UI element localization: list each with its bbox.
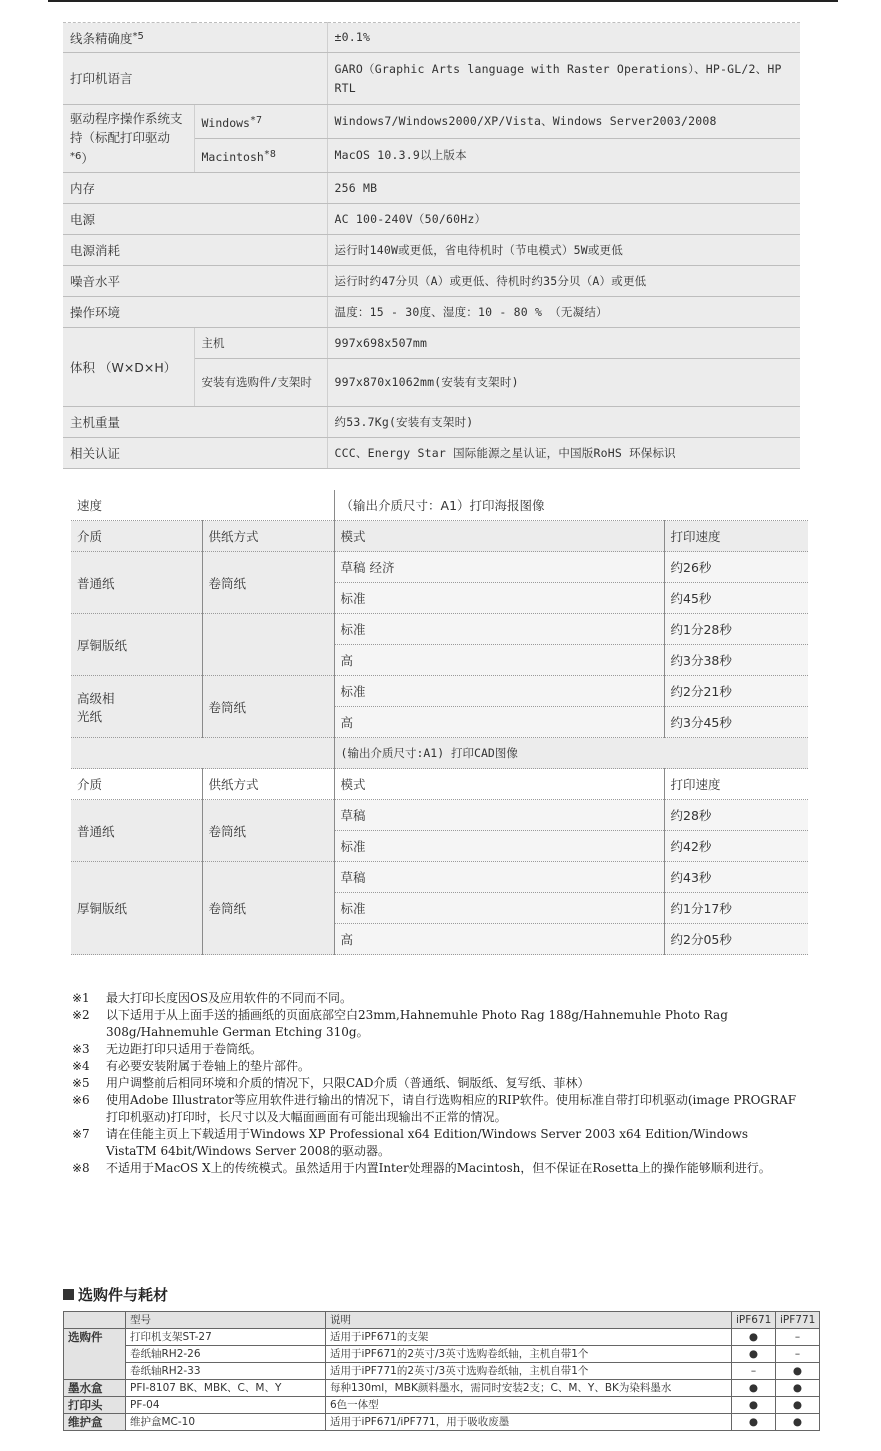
header-cell: iPF671 xyxy=(732,1312,776,1329)
compat-cell: ● xyxy=(776,1397,820,1414)
spec-label: 内存 xyxy=(63,173,327,204)
desc-cell: 适用于iPF771的2英寸/3英寸选购卷纸轴，主机自带1个 xyxy=(326,1363,732,1380)
category-cell: 维护盒 xyxy=(64,1414,126,1431)
media-cell: 普通纸 xyxy=(71,800,202,862)
mode-cell: 草稿 xyxy=(334,800,664,831)
category-cell: 墨水盒 xyxy=(64,1380,126,1397)
spec-row xyxy=(63,23,800,53)
mode-cell: 标准 xyxy=(334,831,664,862)
header-cell: iPF771 xyxy=(776,1312,820,1329)
speed-label: 速度 xyxy=(71,490,334,521)
footnote: ※8 不适用于MacOS X上的传统模式。虽然适用于内置Inter处理器的Macintosh，但不保证在Rosetta上的操作能够顺利进行。 xyxy=(72,1161,771,1175)
compat-cell: ● xyxy=(732,1346,776,1363)
compat-cell: ● xyxy=(776,1380,820,1397)
spec-label: 电源 xyxy=(63,204,327,235)
speed-section-header xyxy=(71,490,808,521)
model-cell: 卷纸轴RH2-26 xyxy=(126,1346,326,1363)
spec-sublabel: 主机 xyxy=(194,328,327,359)
compat-cell: ● xyxy=(732,1329,776,1346)
spec-label: 驱动程序操作系统支持（标配打印驱动$^{*6}$） xyxy=(63,105,194,173)
mode-cell: 高 xyxy=(334,645,664,676)
spec-value: 997x698x507mm xyxy=(327,328,800,359)
media-cell: 厚铜版纸 xyxy=(71,614,202,676)
footnote: ※1 最大打印长度因OS及应用软件的不同而不同。 xyxy=(72,991,353,1005)
desc-cell: 每种130ml，MBK颜料墨水，需同时安装2支；C、M、Y、BK为染料墨水 xyxy=(326,1380,732,1397)
speed-row xyxy=(71,552,808,583)
category-cell: 打印头 xyxy=(64,1397,126,1414)
spec-sublabel: 安装有选购件/支架时 xyxy=(194,359,327,407)
spec-value: 运行时约47分贝（A）或更低、待机时约35分贝（A）或更低 xyxy=(327,266,800,297)
spec-row xyxy=(63,328,800,359)
options-row xyxy=(64,1346,820,1363)
feed-cell: 卷筒纸 xyxy=(202,676,334,738)
compat-cell: ● xyxy=(776,1363,820,1380)
options-row xyxy=(64,1329,820,1346)
spec-value: Windows7/Windows2000/XP/Vista、Windows Server2003/2008 xyxy=(327,105,800,139)
model-cell: PF-04 xyxy=(126,1397,326,1414)
spec-label: 主机重量 xyxy=(63,407,327,438)
spec-sublabel: Macintosh$^{*8}$ xyxy=(194,139,327,173)
speed-row xyxy=(71,800,808,831)
top-rule xyxy=(48,0,838,2)
spec-row xyxy=(63,53,800,105)
speed-cell: 约3分38秒 xyxy=(664,645,808,676)
spec-label: 操作环境 xyxy=(63,297,327,328)
speed-cell: 约28秒 xyxy=(664,800,808,831)
spec-value: 997x870x1062mm(安装有支架时) xyxy=(327,359,800,407)
category-cell: 选购件 xyxy=(64,1329,126,1380)
speed-cell: 约43秒 xyxy=(664,862,808,893)
cad-blank xyxy=(71,738,334,769)
model-cell: 维护盒MC-10 xyxy=(126,1414,326,1431)
col-speed: 打印速度 xyxy=(664,769,808,800)
col-media: 介质 xyxy=(71,769,202,800)
feed-cell: 卷筒纸 xyxy=(202,552,334,614)
speed-cell: 约2分05秒 xyxy=(664,924,808,955)
desc-cell: 适用于iPF671/iPF771，用于吸收废墨 xyxy=(326,1414,732,1431)
footnote: ※3 无边距打印只适用于卷筒纸。 xyxy=(72,1042,263,1056)
spec-value: 256 MB xyxy=(327,173,800,204)
mode-cell: 标准 xyxy=(334,676,664,707)
feed-cell: 卷筒纸 xyxy=(202,862,334,955)
footnote: ※2 以下适用于从上面手送的插画纸的页面底部空白23mm,Hahnemuhle Photo Rag 188g/Hahnemuhle Photo Rag 308g/Hahnemuhle German Etching 310g。 xyxy=(72,1008,728,1039)
speed-cell: 约1分28秒 xyxy=(664,614,808,645)
mode-cell: 高 xyxy=(334,707,664,738)
spec-row xyxy=(63,407,800,438)
col-feed: 供纸方式 xyxy=(202,769,334,800)
speed-row xyxy=(71,862,808,893)
spec-value: GARO（Graphic Arts language with Raster Operations）、HP-GL/2、HP RTL xyxy=(327,53,800,105)
speed-cell: 约26秒 xyxy=(664,552,808,583)
options-row xyxy=(64,1397,820,1414)
spec-value: 约53.7Kg(安装有支架时) xyxy=(327,407,800,438)
col-media: 介质 xyxy=(71,521,202,552)
spec-label: 打印机语言 xyxy=(63,53,327,105)
feed-cell: 卷筒纸 xyxy=(202,800,334,862)
header-cell: 型号 xyxy=(126,1312,326,1329)
speed-row xyxy=(71,676,808,707)
mode-cell: 标准 xyxy=(334,893,664,924)
speed-cell: 约42秒 xyxy=(664,831,808,862)
speed-row xyxy=(71,614,808,645)
specs-table xyxy=(63,22,800,469)
speed-cell: 约45秒 xyxy=(664,583,808,614)
desc-cell: 适用于iPF671的支架 xyxy=(326,1329,732,1346)
spec-label: 线条精确度$^{*5}$ xyxy=(63,23,327,53)
col-mode: 模式 xyxy=(334,521,664,552)
header-cell: 说明 xyxy=(326,1312,732,1329)
spec-value: CCC、Energy Star 国际能源之星认证，中国版RoHS 环保标识 xyxy=(327,438,800,469)
spec-label: 噪音水平 xyxy=(63,266,327,297)
options-table xyxy=(63,1311,820,1431)
mode-cell: 高 xyxy=(334,924,664,955)
mode-cell: 草稿 经济 xyxy=(334,552,664,583)
desc-cell: 6色一体型 xyxy=(326,1397,732,1414)
options-row xyxy=(64,1380,820,1397)
footnote: ※5 用户调整前后相同环境和介质的情况下，只限CAD介质（普通纸、铜版纸、复写纸、菲林） xyxy=(72,1076,590,1090)
spec-sublabel: Windows$^{*7}$ xyxy=(194,105,327,139)
spec-row xyxy=(63,204,800,235)
compat-cell: ● xyxy=(776,1414,820,1431)
spec-value: 运行时140W或更低，省电待机时（节电模式）5W或更低 xyxy=(327,235,800,266)
speed-cell: 约2分21秒 xyxy=(664,676,808,707)
mode-cell: 标准 xyxy=(334,614,664,645)
spec-row xyxy=(63,235,800,266)
model-cell: PFI-8107 BK、MBK、C、M、Y xyxy=(126,1380,326,1397)
model-cell: 卷纸轴RH2-33 xyxy=(126,1363,326,1380)
feed-cell xyxy=(202,614,334,676)
footnote: ※6 使用Adobe Illustrator等应用软件进行输出的情况下，请自行选购相应的RIP软件。使用标准自带打印机驱动(image PROGRAF打印机驱动)打印时，长尺寸以及大幅面画面有可能出现输出不正常的情况。 xyxy=(72,1093,797,1124)
spec-value: ±0.1% xyxy=(327,23,800,53)
footnotes xyxy=(72,990,797,1177)
footnote: ※7 请在佳能主页上下载适用于Windows XP Professional x64 Edition/Windows Server 2003 x64 Edition/Windows VistaTM 64bit/Windows Server 2008的驱动器。 xyxy=(72,1127,749,1158)
compat-cell: ● xyxy=(732,1397,776,1414)
spec-label: 相关认证 xyxy=(63,438,327,469)
col-feed: 供纸方式 xyxy=(202,521,334,552)
spec-label: 电源消耗 xyxy=(63,235,327,266)
spec-value: MacOS 10.3.9以上版本 xyxy=(327,139,800,173)
spec-row xyxy=(63,266,800,297)
options-title: 选购件与耗材 xyxy=(63,1284,168,1305)
spec-label: 体积 （W×D×H） xyxy=(63,328,194,407)
model-cell: 打印机支架ST-27 xyxy=(126,1329,326,1346)
cad-header: (输出介质尺寸:A1) 打印CAD图像 xyxy=(334,738,808,769)
speed-cell: 约3分45秒 xyxy=(664,707,808,738)
speed-col-header xyxy=(71,769,808,800)
speed-cell: 约1分17秒 xyxy=(664,893,808,924)
options-row xyxy=(64,1363,820,1380)
spec-row xyxy=(63,438,800,469)
compat-cell: – xyxy=(776,1346,820,1363)
spec-row xyxy=(63,105,800,139)
col-mode: 模式 xyxy=(334,769,664,800)
mode-cell: 标准 xyxy=(334,583,664,614)
spec-value: 温度：15 - 30度、湿度：10 - 80 % （无凝结） xyxy=(327,297,800,328)
options-header-row xyxy=(64,1312,820,1329)
media-cell: 高级相光纸 xyxy=(71,676,202,738)
poster-header: （输出介质尺寸：A1）打印海报图像 xyxy=(334,490,808,521)
compat-cell: ● xyxy=(732,1380,776,1397)
header-cell xyxy=(64,1312,126,1329)
speed-table xyxy=(71,490,808,955)
mode-cell: 草稿 xyxy=(334,862,664,893)
desc-cell: 适用于iPF671的2英寸/3英寸选购卷纸轴，主机自带1个 xyxy=(326,1346,732,1363)
spec-row xyxy=(63,297,800,328)
compat-cell: ● xyxy=(732,1414,776,1431)
speed-section-header xyxy=(71,738,808,769)
compat-cell: – xyxy=(732,1363,776,1380)
media-cell: 普通纸 xyxy=(71,552,202,614)
compat-cell: – xyxy=(776,1329,820,1346)
speed-col-header xyxy=(71,521,808,552)
spec-row xyxy=(63,173,800,204)
col-speed: 打印速度 xyxy=(664,521,808,552)
footnote: ※4 有必要安装附属于卷轴上的垫片部件。 xyxy=(72,1059,311,1073)
spec-value: AC 100-240V（50/60Hz） xyxy=(327,204,800,235)
options-row xyxy=(64,1414,820,1431)
media-cell: 厚铜版纸 xyxy=(71,862,202,955)
square-bullet-icon xyxy=(63,1289,74,1300)
